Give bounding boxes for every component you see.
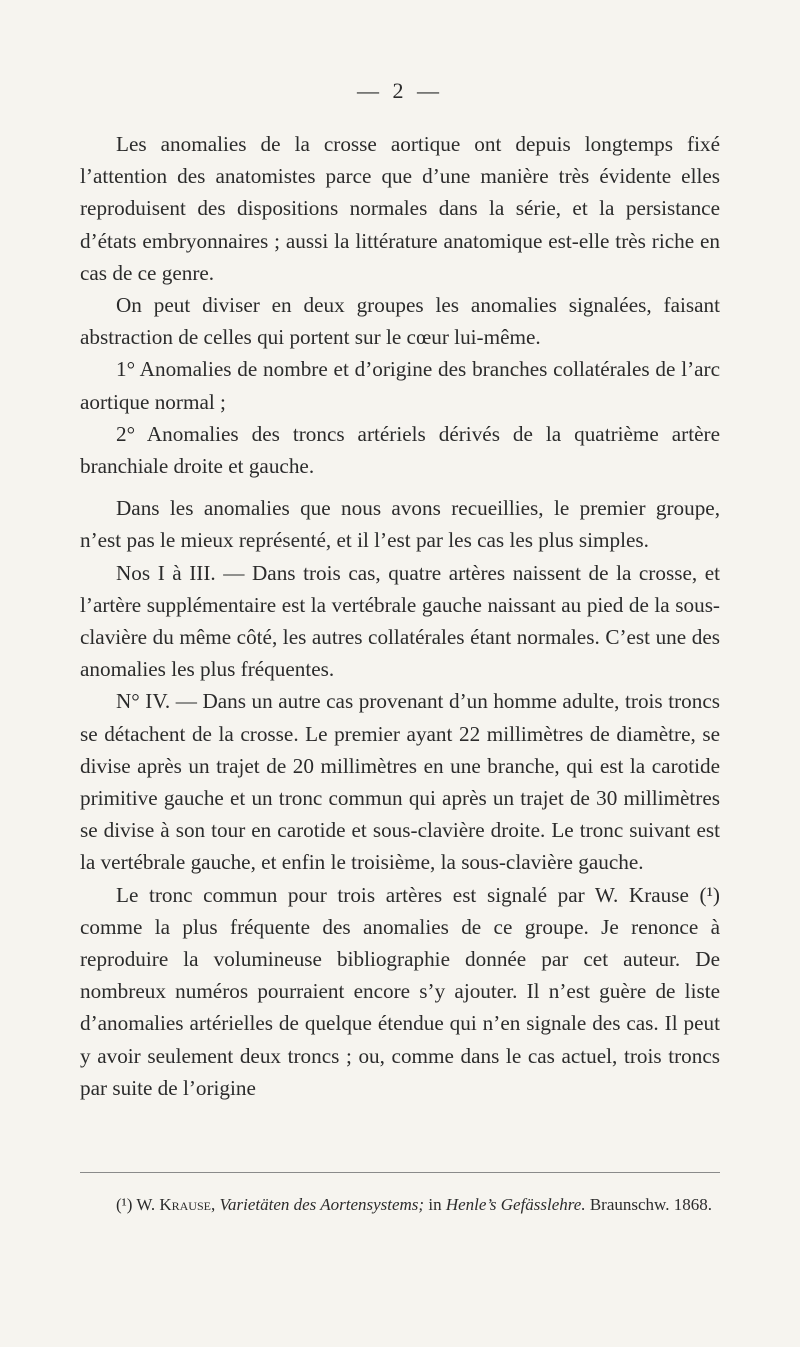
paragraph-collected: Dans les anomalies que nous avons recueillies, le premier groupe, n’est pas le mieux représenté, et il l’est par les cas les plus simples. (80, 496, 720, 553)
footnote-author: Krause, (159, 1195, 216, 1214)
paragraph-cases-1-3: Nos I à III. — Dans trois cas, quatre artères naissent de la crosse, et l’artère supplémentaire est la vertébrale gauche naissant au pied de la sous-clavière du même côté, les autres collatérales étant normales. C’est une des anomalies les plus fréquentes. (80, 560, 720, 682)
paragraph-krause: Le tronc commun pour trois artères est signalé par W. Krause (¹) comme la plus fréquente des anomalies de ce groupe. Je renonce à reproduire la volumineuse bibliographie donnée par cet auteur. De nombreux numéros pourraient encore s’y ajouter. Il n’est guère de liste d’anomalies artérielles de quelque étendue qui n’en signale des cas. Il peut y avoir seulement deux troncs ; ou, comme dans le cas actuel, trois troncs par suite de l’origine (80, 882, 720, 1100)
footnote-place: Braunschw. 1868. (589, 1195, 712, 1214)
paragraph-group-2: 2° Anomalies des troncs artériels dérivés de la quatrième artère branchiale droite et gauche. (80, 421, 720, 479)
paragraph-intro: Les anomalies de la crosse aortique ont depuis longtemps fixé l’attention des anatomistes parce que d’une manière très évidente elles reproduisent des dispositions normales dans la série, et la persistance d’états embryonnaires ; aussi la littérature anatomique est-elle très riche en cas de ce genre. (80, 132, 720, 285)
footnote (80, 1192, 720, 1217)
footnote-divider (80, 1172, 720, 1173)
body-text (80, 128, 720, 1104)
paragraph-case-4: N° IV. — Dans un autre cas provenant d’un homme adulte, trois troncs se détachent de la crosse. Le premier ayant 22 millimètres de diamètre, se divise après un trajet de 20 millimètres en une branche, qui est la carotide primitive gauche et un tronc commun qui après un trajet de 30 millimètres se divise à son tour en carotide et sous-clavière droite. Le tronc suivant est la vertébrale gauche, et enfin le troisième, la sous-clavière gauche. (80, 689, 720, 875)
footnote-work: Henle’s Gefässlehre. (445, 1195, 586, 1214)
footnote-title: Varietäten des Aortensystems; (219, 1195, 425, 1214)
page-number: — 2 — (357, 78, 443, 103)
footnote-marker: (¹) W. (116, 1195, 156, 1214)
paragraph-group-1: 1° Anomalies de nombre et d’origine des branches collatérales de l’arc aortique normal ; (80, 357, 720, 414)
footnote-in: in (428, 1195, 442, 1214)
paragraph-groups: On peut diviser en deux groupes les anomalies signalées, faisant abstraction de celles qui portent sur le cœur lui-même. (80, 293, 720, 350)
